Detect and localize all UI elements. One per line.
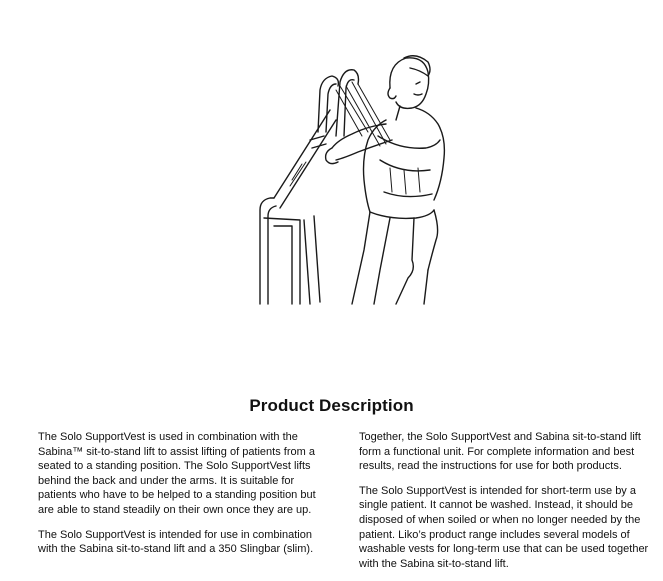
description-paragraph: The Solo SupportVest is intended for use in combination with the Sabina sit-to-stand lift and a 350 Slingbar (slim).	[38, 528, 314, 556]
description-paragraph: The Solo SupportVest is intended for short-term use by a single patient. It cannot be washed. Instead, it should be disposed of when soiled or when no longer needed by the patient. Liko’s product range includes several models of washable vests for long-term use that can be used together with the Sabina sit-to-stand lift.	[359, 484, 649, 570]
description-left-column	[38, 430, 328, 567]
lift-illustration	[240, 40, 460, 310]
sit-to-stand-lift	[260, 70, 359, 304]
description-paragraph: The Solo SupportVest is used in combination with the Sabina™ sit-to-stand lift to assist lifting of patients from a seated to a standing position. The Solo SupportVest lifts behind the back and under the arms. It is suitable for patients who have to be helped to a standing position but are able to stand steadily on their own once they are up.	[38, 431, 316, 516]
description-right-column	[359, 430, 651, 581]
product-description-heading: Product Description	[249, 396, 414, 415]
person-figure	[326, 56, 445, 304]
description-paragraph: Together, the Solo SupportVest and Sabina sit-to-stand lift form a functional unit. For complete information and best results, read the instructions for use for both products.	[359, 431, 641, 473]
